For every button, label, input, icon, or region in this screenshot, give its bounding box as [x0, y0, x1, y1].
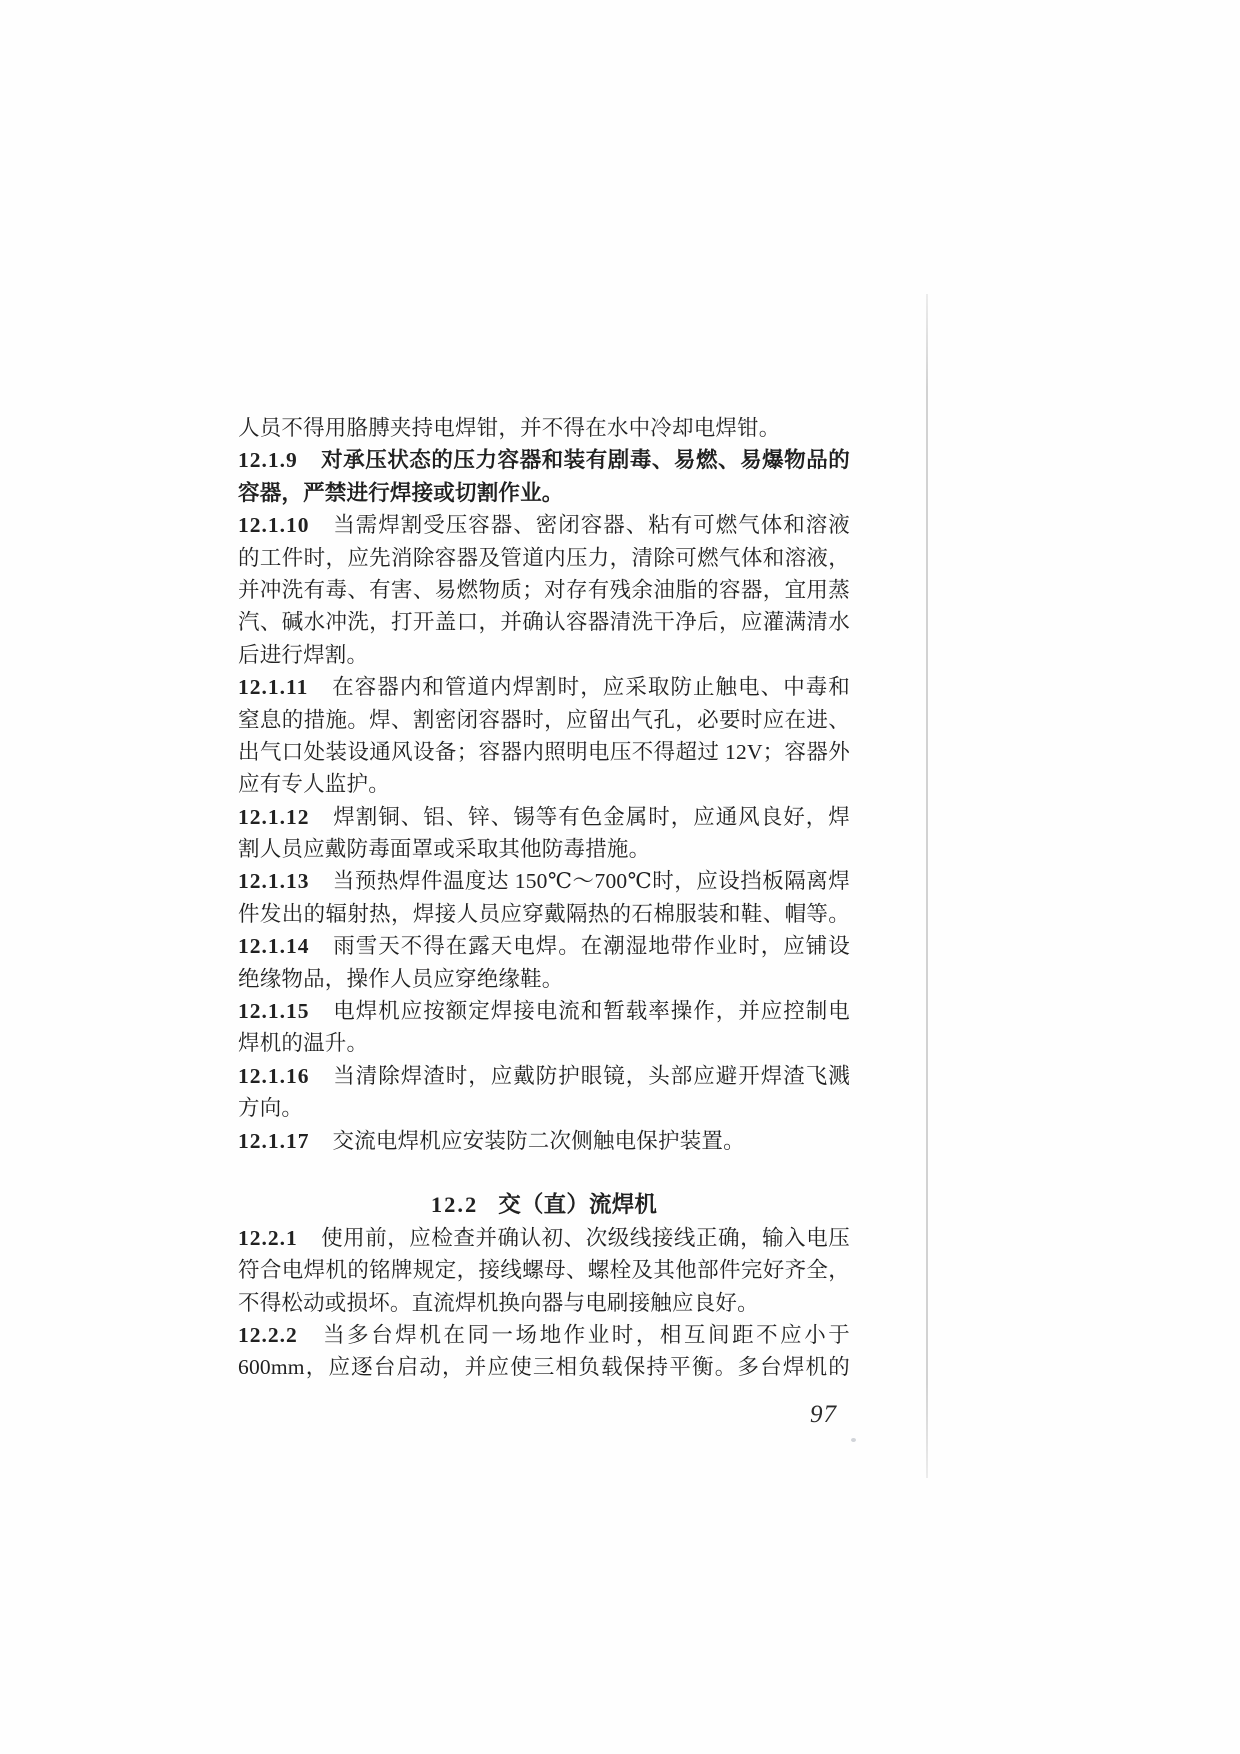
line-text: 交流电焊机应安装防二次侧触电保护装置。	[332, 1128, 745, 1153]
clause-number: 12.1.10	[238, 513, 310, 538]
text-line	[238, 574, 850, 606]
line-text: 雨雪天不得在露天电焊。在潮湿地带作业时，应铺设	[332, 934, 850, 959]
line-text: 方向。	[238, 1096, 304, 1121]
clause-line	[238, 930, 850, 962]
line-text: 割人员应戴防毒面罩或采取其他防毒措施。	[238, 837, 651, 862]
clause-number: 12.1.14	[238, 934, 310, 959]
text-line	[238, 1254, 850, 1286]
clause-number: 12.2.2	[238, 1322, 298, 1347]
section-heading	[238, 1189, 850, 1221]
clause-line	[238, 509, 850, 541]
line-text: 件发出的辐射热，焊接人员应穿戴隔热的石棉服装和鞋、帽等。	[238, 901, 850, 926]
text-column	[238, 412, 850, 1384]
clause-line	[238, 801, 850, 833]
line-text: 人员不得用胳膊夹持电焊钳，并不得在水中冷却电焊钳。	[238, 416, 781, 440]
line-text: 绝缘物品，操作人员应穿绝缘鞋。	[238, 966, 564, 991]
line-text: 后进行焊割。	[238, 642, 369, 667]
line-text: 应有专人监护。	[238, 772, 390, 797]
clause-line	[238, 1125, 850, 1157]
line-text: 600mm，应逐台启动，并应使三相负载保持平衡。多台焊机的	[238, 1355, 850, 1380]
line-text: 容器，严禁进行焊接或切割作业。	[238, 480, 564, 505]
text-line	[238, 1351, 850, 1383]
text-line	[238, 639, 850, 671]
text-line	[238, 1027, 850, 1059]
line-text: 窒息的措施。焊、割密闭容器时，应留出气孔，必要时应在进、	[238, 707, 850, 732]
clause-number: 12.1.12	[238, 804, 310, 829]
text-line	[238, 477, 850, 509]
line-text: 电焊机应按额定焊接电流和暂载率操作，并应控制电	[332, 999, 850, 1024]
clause-line	[238, 444, 850, 476]
clause-number: 12.1.13	[238, 869, 310, 894]
clause-number: 12.1.9	[238, 448, 298, 473]
line-text: 当需焊割受压容器、密闭容器、粘有可燃气体和溶液	[332, 513, 850, 538]
text-line	[238, 412, 850, 444]
line-text: 焊机的温升。	[238, 1031, 369, 1056]
line-text: 汽、碱水冲洗，打开盖口，并确认容器清洗干净后，应灌满清水	[238, 610, 850, 635]
section-number: 12.2	[430, 1192, 479, 1218]
clause-number: 12.1.16	[238, 1063, 310, 1088]
clause-line	[238, 1319, 850, 1351]
line-text: 并冲洗有毒、有害、易燃物质；对存有残余油脂的容器，宜用蒸	[238, 577, 850, 602]
clause-line	[238, 1222, 850, 1254]
clause-line	[238, 1060, 850, 1092]
page-number: 97	[810, 1401, 837, 1428]
clause-line	[238, 671, 850, 703]
clause-number: 12.1.11	[238, 675, 309, 700]
text-line	[238, 833, 850, 865]
spacer-line	[238, 1157, 850, 1189]
clause-line	[238, 995, 850, 1027]
line-text: 焊割铜、铝、锌、锡等有色金属时，应通风良好，焊	[332, 804, 850, 829]
line-text: 出气口处装设通风设备；容器内照明电压不得超过 12V；容器外	[238, 739, 850, 764]
line-text: 的工件时，应先消除容器及管道内压力，清除可燃气体和溶液，	[238, 545, 850, 570]
text-line	[238, 963, 850, 995]
line-text: 符合电焊机的铭牌规定，接线螺母、螺栓及其他部件完好齐全，	[238, 1258, 850, 1283]
page-edge-line	[926, 294, 928, 1478]
line-text: 不得松动或损坏。直流焊机换向器与电刷接触应良好。	[238, 1290, 759, 1315]
clause-line	[238, 865, 850, 897]
clause-number: 12.2.1	[238, 1225, 298, 1250]
line-text: 在容器内和管道内焊割时，应采取防止触电、中毒和	[331, 675, 850, 700]
line-text: 当多台焊机在同一场地作业时，相互间距不应小于	[320, 1322, 850, 1347]
text-line	[238, 1287, 850, 1319]
line-text: 当预热焊件温度达 150℃～700℃时，应设挡板隔离焊	[332, 869, 850, 894]
line-text: 使用前，应检查并确认初、次级线接线正确，输入电压	[320, 1225, 850, 1250]
text-line	[238, 898, 850, 930]
text-line	[238, 736, 850, 768]
scan-speck	[851, 1438, 856, 1442]
text-line	[238, 704, 850, 736]
line-text: 对承压状态的压力容器和装有剧毒、易燃、易爆物品的	[320, 448, 850, 473]
line-text: 当清除焊渣时，应戴防护眼镜，头部应避开焊渣飞溅	[332, 1063, 850, 1088]
text-line	[238, 542, 850, 574]
text-line	[238, 606, 850, 638]
clause-number: 12.1.17	[238, 1128, 310, 1153]
clause-number: 12.1.15	[238, 999, 310, 1024]
text-line	[238, 768, 850, 800]
text-line	[238, 1092, 850, 1124]
section-title: 交（直）流焊机	[498, 1192, 658, 1218]
